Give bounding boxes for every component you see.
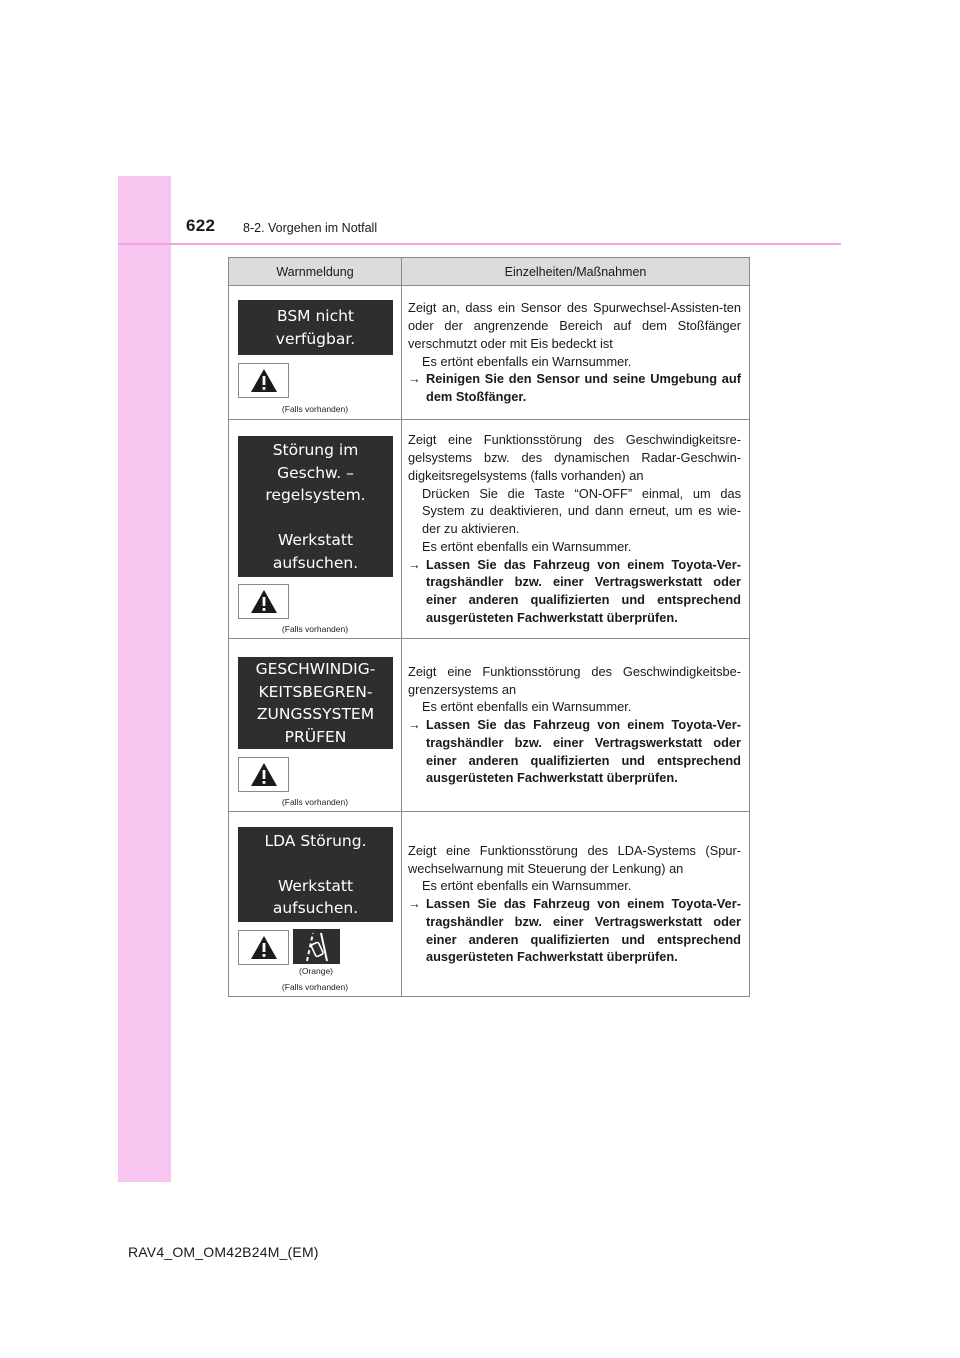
display-message: GESCHWINDIG- KEITSBEGREN- ZUNGSSYSTEM PRÜFEN [238,657,393,749]
action-text: → Lassen Sie das Fahrzeug von einem Toyota-Ver-tragshändler bzw. einer Vertragswerkstatt oder einer anderen qualifizierten und entsprechend ausgerüsteten Fachwerkstatt überprüfen. [408,896,741,965]
table-row [229,812,750,997]
message-cell [229,639,402,812]
table-row [229,639,750,812]
details-cell [402,812,750,997]
page-number: 622 [186,216,216,235]
chapter-side-tab [118,176,171,1182]
description-text: Zeigt eine Funktionsstörung des Geschwindigkeitsbe-grenzersystems an [408,663,741,697]
arrow-icon: → [408,371,421,387]
table-row [229,286,750,420]
warning-triangle-icon [238,584,289,619]
details-cell [402,639,750,812]
message-cell [229,812,402,997]
action-text: → Reinigen Sie den Sensor und seine Umgebung auf dem Stoßfänger. [408,371,741,405]
warning-triangle-icon [238,363,289,398]
table-header-row [229,258,750,286]
description-text: Zeigt an, dass ein Sensor des Spurwechsel-Assisten-ten oder der angrenzende Bereich auf dem Stoßfänger verschmutzt oder mit Eis bedeckt ist [408,300,741,351]
availability-note: (Falls vorhanden) [281,624,349,634]
warning-triangle-icon [238,930,289,965]
table-row [229,420,750,639]
warning-message-table [228,257,750,997]
display-message: BSM nicht verfügbar. [238,300,393,355]
details-cell [402,420,750,639]
document-id: RAV4_OM_OM42B24M_(EM) [128,1244,319,1260]
availability-note: (Falls vorhanden) [281,404,349,414]
note-text: Drücken Sie die Taste “ON-OFF” einmal, um das System zu deaktivieren, und dann erneut, um es wie-der zu aktivieren. [422,485,741,537]
note-text: Es ertönt ebenfalls ein Warnsummer. [422,353,632,369]
column-header-details: Einzelheiten/Maßnahmen [402,258,750,286]
description-text: Zeigt eine Funktionsstörung des LDA-Systems (Spur-wechselwarnung mit Steuerung der Lenkung) an [408,842,741,876]
availability-note: (Falls vorhanden) [281,797,349,807]
message-cell [229,420,402,639]
column-header-message: Warnmeldung [229,258,402,286]
details-cell [402,286,750,420]
description-text: Zeigt eine Funktionsstörung des Geschwindigkeitsre-gelsystems bzw. des dynamischen Radar-Geschwin-digkeitsregelsystems (falls vorhanden) an [408,432,741,483]
note-text: Es ertönt ebenfalls ein Warnsummer. [422,538,632,554]
arrow-icon: → [408,896,421,912]
action-text: → Lassen Sie das Fahrzeug von einem Toyota-Ver-tragshändler bzw. einer Vertragswerkstatt oder einer anderen qualifizierten und entsprechend ausgerüsteten Fachwerkstatt überprüfen. [408,556,741,626]
arrow-icon: → [408,556,421,572]
message-cell [229,286,402,420]
display-message: LDA Störung. Werkstatt aufsuchen. [238,827,393,922]
availability-note: (Falls vorhanden) [281,982,349,992]
note-text: Es ertönt ebenfalls ein Warnsummer. [422,878,632,894]
lane-departure-icon [293,929,340,964]
arrow-icon: → [408,717,421,733]
section-title: 8-2. Vorgehen im Notfall [243,221,378,235]
header-rule [118,243,841,245]
display-message: Störung im Geschw. – regelsystem. Werkstatt aufsuchen. [238,436,393,577]
action-text: → Lassen Sie das Fahrzeug von einem Toyota-Ver-tragshändler bzw. einer Vertragswerkstatt oder einer anderen qualifizierten und entsprechend ausgerüsteten Fachwerkstatt überprüfen. [408,717,741,786]
note-text: Es ertönt ebenfalls ein Warnsummer. [422,699,632,715]
color-note: (Orange) [298,966,333,976]
warning-triangle-icon [238,757,289,792]
